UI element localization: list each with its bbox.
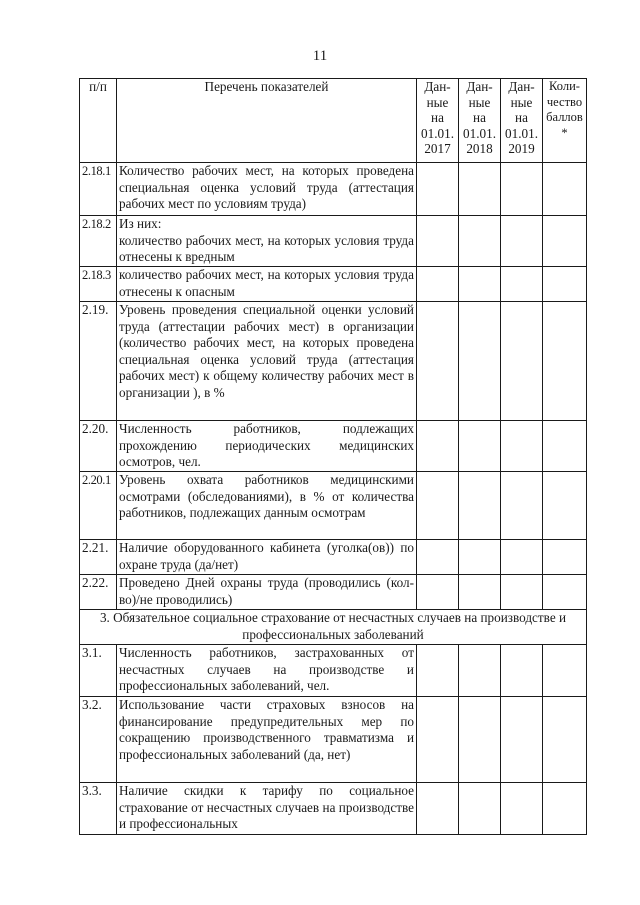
cell-2017 <box>417 645 459 697</box>
cell-2019 <box>501 163 543 216</box>
table-row <box>80 783 587 835</box>
row-num: 3.3. <box>80 783 117 835</box>
table-row <box>80 540 587 575</box>
cell-score <box>543 163 587 216</box>
row-indicator: Уровень проведения специальной оценки условий труда (аттестации рабочих мест) в организации (количество рабочих мест, на которых проведена специальная оценка условий труда (аттестация рабочих мест) к общему количеству рабочих мест в организации ), в % <box>117 302 417 421</box>
header-data-2018-text: Дан- ные на 01.01. 2018 <box>463 79 496 156</box>
row-num: 2.20. <box>80 421 117 472</box>
row-num: 2.19. <box>80 302 117 421</box>
cell-2017 <box>417 575 459 610</box>
cell-2019 <box>501 783 543 835</box>
cell-2018 <box>459 163 501 216</box>
row-num: 2.18.3 <box>80 267 117 302</box>
cell-score <box>543 575 587 610</box>
row-num: 2.21. <box>80 540 117 575</box>
cell-2017 <box>417 421 459 472</box>
cell-2019 <box>501 472 543 540</box>
cell-2019 <box>501 645 543 697</box>
cell-2018 <box>459 575 501 610</box>
cell-2019 <box>501 575 543 610</box>
cell-2019 <box>501 697 543 783</box>
section-3-title: 3. Обязательное социальное страхование от несчастных случаев на производстве и профессиональных заболеваний <box>80 610 587 645</box>
header-data-2019 <box>501 79 543 163</box>
cell-2019 <box>501 216 543 267</box>
cell-2018 <box>459 421 501 472</box>
table-row <box>80 267 587 302</box>
row-indicator: Численность работников, подлежащих прохождению периодических медицинских осмотров, чел. <box>117 421 417 472</box>
table-row <box>80 302 587 421</box>
row-indicator: Наличие оборудованного кабинета (уголка(ов)) по охране труда (да/нет) <box>117 540 417 575</box>
cell-2017 <box>417 163 459 216</box>
cell-2017 <box>417 540 459 575</box>
cell-score <box>543 216 587 267</box>
header-data-2017-text: Дан- ные на 01.01. 2017 <box>421 79 454 156</box>
cell-2018 <box>459 267 501 302</box>
row-num: 2.20.1 <box>80 472 117 540</box>
row-num: 2.18.1 <box>80 163 117 216</box>
row-indicator <box>117 216 417 267</box>
row-indicator: Численность работников, застрахованных от несчастных случаев на производстве и профессиональных заболеваний, чел. <box>117 645 417 697</box>
cell-2017 <box>417 216 459 267</box>
cell-score <box>543 421 587 472</box>
row-indicator-text: Из них: количество рабочих мест, на которых условия труда отнесены к вредным <box>119 216 414 264</box>
cell-2019 <box>501 421 543 472</box>
cell-score <box>543 472 587 540</box>
cell-score <box>543 540 587 575</box>
row-indicator: Уровень охвата работников медицинскими осмотрами (обследованиями), в % от количества работников, подлежащих данным осмотрам <box>117 472 417 540</box>
row-indicator: Использование части страховых взносов на финансирование предупредительных мер по сокращению производственного травматизма и профессиональных заболеваний (да, нет) <box>117 697 417 783</box>
cell-2018 <box>459 783 501 835</box>
row-indicator: Количество рабочих мест, на которых проведена специальная оценка условий труда (аттестация рабочих мест по условиям труда) <box>117 163 417 216</box>
header-data-2017 <box>417 79 459 163</box>
table-row <box>80 645 587 697</box>
table-row <box>80 697 587 783</box>
row-num: 3.2. <box>80 697 117 783</box>
page-number: 11 <box>312 48 328 64</box>
row-num: 2.22. <box>80 575 117 610</box>
cell-score <box>543 645 587 697</box>
cell-2017 <box>417 302 459 421</box>
cell-2018 <box>459 645 501 697</box>
cell-2018 <box>459 697 501 783</box>
cell-score <box>543 697 587 783</box>
cell-2017 <box>417 267 459 302</box>
cell-2017 <box>417 697 459 783</box>
indicators-table <box>79 78 587 835</box>
cell-2017 <box>417 472 459 540</box>
cell-score <box>543 783 587 835</box>
row-indicator: Проведено Дней охраны труда (проводились (кол-во)/не проводились) <box>117 575 417 610</box>
row-indicator: количество рабочих мест, на которых условия труда отнесены к опасным <box>117 267 417 302</box>
cell-2019 <box>501 267 543 302</box>
table-row <box>80 575 587 610</box>
table-row <box>80 163 587 216</box>
section-row <box>80 610 587 645</box>
cell-2019 <box>501 302 543 421</box>
header-num: п/п <box>80 79 117 163</box>
row-indicator: Наличие скидки к тарифу по социальное страхование от несчастных случаев на производстве и профессиональных <box>117 783 417 835</box>
cell-2018 <box>459 472 501 540</box>
table-row <box>80 421 587 472</box>
row-num: 2.18.2 <box>80 216 117 267</box>
cell-2017 <box>417 783 459 835</box>
header-data-2018 <box>459 79 501 163</box>
cell-2018 <box>459 216 501 267</box>
table-row <box>80 472 587 540</box>
header-score-text: Коли- чество баллов * <box>546 79 583 140</box>
cell-score <box>543 302 587 421</box>
cell-score <box>543 267 587 302</box>
table-row <box>80 216 587 267</box>
header-data-2019-text: Дан- ные на 01.01. 2019 <box>505 79 538 156</box>
cell-2019 <box>501 540 543 575</box>
table-header-row <box>80 79 587 163</box>
row-num: 3.1. <box>80 645 117 697</box>
header-score <box>543 79 587 163</box>
header-indicator-list: Перечень показателей <box>117 79 417 163</box>
cell-2018 <box>459 302 501 421</box>
cell-2018 <box>459 540 501 575</box>
